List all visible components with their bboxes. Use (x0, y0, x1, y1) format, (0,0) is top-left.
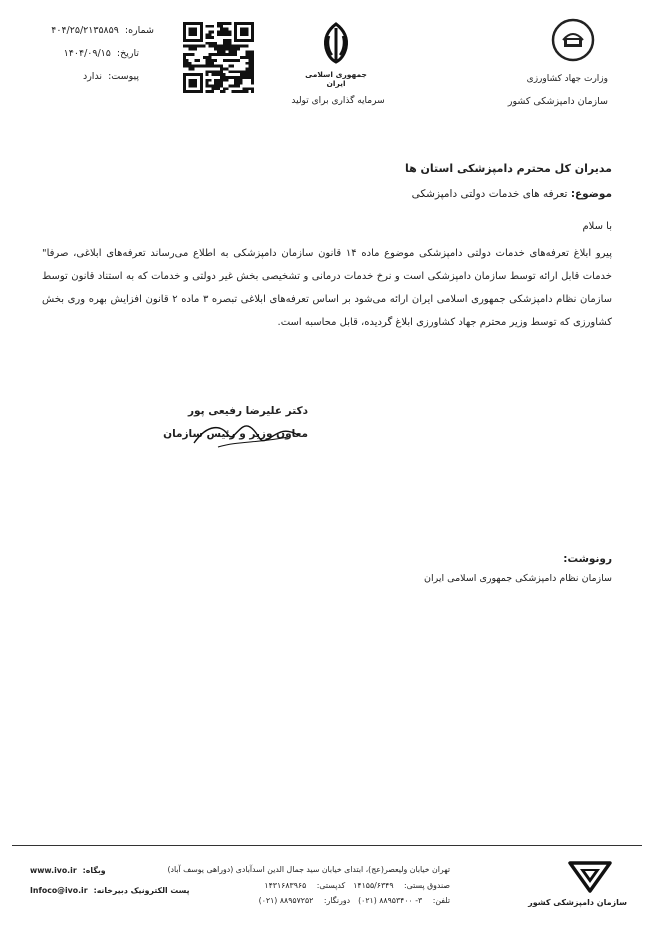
subject-label: موضوع: (570, 188, 612, 200)
fax-label: دورنگار: (323, 896, 351, 905)
subject-line (412, 188, 612, 200)
website-label: وبگاه: (82, 866, 106, 875)
cc-item: سازمان نظام دامپزشکی جمهوری اسلامی ایران (424, 573, 612, 584)
po-box-label: صندوق پستی: (404, 880, 450, 890)
emblem-label: جمهوری اسلامی ایران (305, 70, 367, 88)
letter-date (64, 48, 139, 59)
letter-date-value: ۱۴۰۴/۰۹/۱۵ (63, 48, 111, 59)
website-link[interactable]: www.ivo.ir (30, 866, 77, 875)
footer-website (30, 866, 106, 875)
letter-attachment (83, 71, 139, 82)
signature-scribble (188, 413, 308, 453)
ministry-logo-icon (551, 18, 595, 62)
phone-label: تلفن: (432, 896, 450, 905)
footer-divider (12, 845, 642, 846)
attachment-label: پیوست: (108, 71, 139, 82)
po-box-value: ۱۴۱۵۵/۶۳۴۹ (353, 880, 394, 890)
email-link[interactable]: Infoco@ivo.ir (30, 886, 88, 895)
year-slogan: سرمایه گذاری برای تولید (291, 96, 385, 106)
subject-text: تعرفه های خدمات دولتی دامپزشکی (411, 188, 568, 200)
attachment-value: ندارد (82, 71, 103, 82)
fax-value: ۸۸۹۵۷۲۵۲ (۰۲۱) (258, 896, 314, 905)
signer-title: معاون وزیر و رئیس سازمان (163, 428, 308, 440)
footer-email (30, 886, 190, 895)
letter-number (51, 25, 154, 36)
cc-label: رونوشت: (563, 553, 612, 565)
letter-body: پیرو ابلاغ تعرفه‌های خدمات دولتی دامپزشکی موضوع ماده ۱۴ قانون سازمان دامپزشکی به اطلاع می‌رساند تعرفه‌های ابلاغی، صرفا" خدمات قابل ارائه توسط سازمان دامپزشکی است و نرخ خدمات درمانی و تشخیصی بخش غیر دولتی و خدمات که به استناد قانون توسط سازمان نظام دامپزشکی جمهوری اسلامی ایران ارائه می‌شود بر اساس تعرفه‌های ابلاغی تبصره ۳ ماده ۲ قانون افزایش بهره وری بخش کشاورزی که توسط وزیر محترم جهاد کشاورزی ابلاغ گردیده، قابل محاسبه است. (42, 248, 612, 328)
emblem-icon (318, 22, 354, 64)
letter-number-value: ۴۰۴/۲۵/۲۱۳۵۸۵۹ (51, 25, 119, 36)
organization-name: سازمان دامپزشکی کشور (507, 96, 608, 107)
letter-date-label: تاریخ: (116, 48, 139, 59)
ministry-name: وزارت جهاد کشاورزی (526, 74, 608, 84)
signer-name: دکتر علیرضا رفیعی پور (188, 405, 308, 417)
signature-block (163, 405, 308, 455)
letter-number-label: شماره: (124, 25, 154, 36)
ivo-logo-icon (567, 860, 613, 894)
footer-address: تهران خیابان ولیعصر(عج)، ابتدای خیابان سید جمال الدین اسدآبادی (دوراهی یوسف آباد) (167, 865, 450, 874)
postal-code-value: ۱۴۳۱۶۸۳۹۶۵ (264, 880, 307, 890)
footer-org-name: سازمان دامپزشکی کشور (528, 898, 627, 907)
email-label: پست الکترونیک دبیرخانه: (93, 886, 190, 895)
greeting: با سلام (582, 221, 612, 232)
postal-code-label: کدپستی: (316, 880, 346, 890)
phone-value: ۳- ۸۸۹۵۳۴۰۰ (۰۲۱) (358, 896, 423, 905)
footer-contact (167, 862, 450, 909)
qr-code (183, 22, 254, 93)
footer-row-box (220, 878, 450, 894)
recipient: مدیران کل محترم دامپزشکی استان ها (404, 162, 612, 175)
footer-row-phone (220, 893, 450, 909)
